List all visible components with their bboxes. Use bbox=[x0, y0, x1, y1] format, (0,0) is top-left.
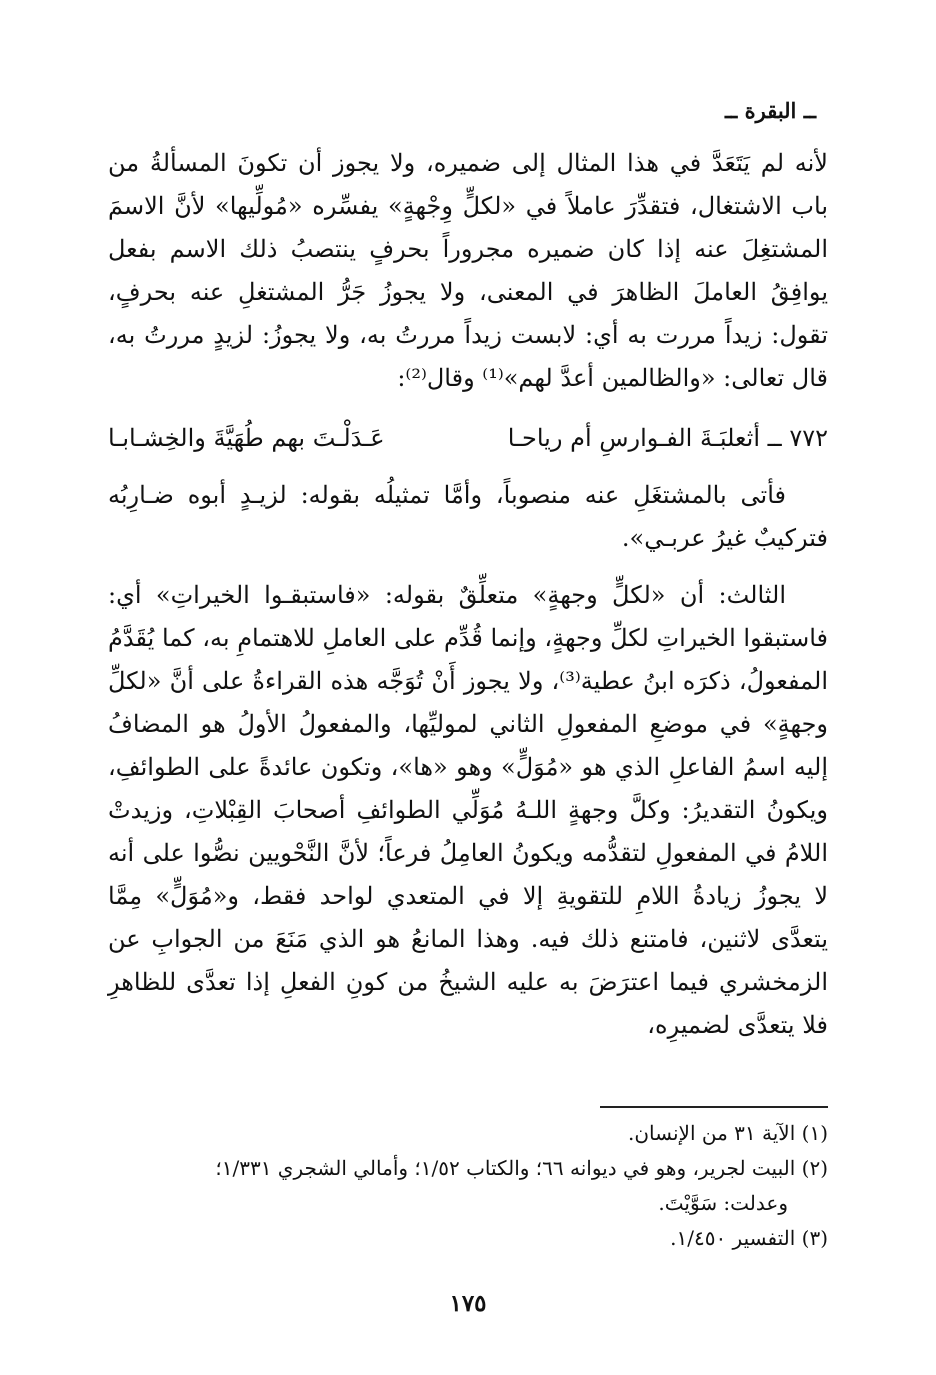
running-header: ــ البقرة ــ bbox=[724, 98, 816, 123]
footnote-2-continuation: وعدلت: سَوَّيْتَ. bbox=[658, 1191, 788, 1215]
footnote-separator bbox=[600, 1106, 828, 1108]
footnotes bbox=[108, 1116, 828, 1256]
paragraph-2: فأتى بالمشتغَلِ عنه منصوباً، وأمَّا تمثيلُه بقوله: لزيـدٍ أبوه ضـارِبُه فتركيبٌ غيرُ عربـي». bbox=[108, 481, 828, 552]
footnote-2: (٢) البيت لجرير، وهو في ديوانه ٦٦؛ والكتاب ١/٥٢؛ وأمالي الشجري ١/٣٣١؛ bbox=[215, 1156, 828, 1180]
page-number: ١٧٥ bbox=[449, 1290, 487, 1317]
verse-first-hemistich bbox=[508, 416, 828, 460]
footnote-3: (٣) التفسير ١/٤٥٠. bbox=[670, 1226, 828, 1250]
paragraph-3: الثالث: أن «لكلٍّ وجهةٍ» متعلِّقٌ بقوله: «فاستبقـوا الخيراتِ» أي: فاستبقوا الخيراتِ لكلِّ وجهةٍ، وإنما قُدِّم على العاملِ للاهتمامِ به، كما يُقَدَّمُ المفعولُ، ذكرَه ابنُ عطية⁽³⁾، ولا يجوز أَنْ تُوَجَّه هذه القراءةُ على أنَّ «لكلِّ وجهةٍ» في موضعِ المفعولِ الثاني لموليِّها، والمفعولُ الأولُ هو المضافُ إليه اسمُ الفاعلِ الذي هو «مُوَلٍّ» وهو «ها»، وتكون عائدةً على الطوائفِ، ويكونُ التقديرُ: وكلَّ وجهةٍ اللـهُ مُوَلِّي الطوائفِ أصحابَ القِبْلاتِ، وزيدتْ اللامُ في المفعولِ لتقدُّمه ويكونُ العامِلُ فرعاً؛ لأنَّ النَّحْويين نصُّوا على أنه لا يجوزُ زيادةُ اللامِ للتقويةِ إلا في المتعدي لواحد فقط، و«مُوَلٍّ» مِمَّا يتعدَّى لاثنين، فامتنع ذلك فيه. وهذا المانعُ هو الذي مَنَعَ من الجوابِ عن الزمخشري فيما اعترَضَ به عليه الشيخُ من كونِ الفعلِ إذا تعدَّى للظاهرِ فلا يتعدَّى لضميرِه، bbox=[108, 581, 828, 1039]
verse-hemistich-1: أثعلبَـةَ الفـوارسِ أم رياحـا bbox=[507, 424, 760, 452]
verse-number: ٧٧٢ ــ bbox=[767, 424, 828, 452]
poetry-verse bbox=[108, 416, 828, 460]
main-text bbox=[108, 142, 828, 1047]
verse-hemistich-2: عَـدَلْـتَ بهم طُهَيَّةَ والخِشـابـا bbox=[108, 424, 385, 452]
paragraph-1: لأنه لم يَتَعَدَّ في هذا المثال إلى ضميره، ولا يجوز أن تكونَ المسألةُ من باب الاشتغال، فتقدِّرَ عاملاً في «لكلٍّ وِجْهةٍ» يفسِّره «مُولِّيها» لأنَّ الاسمَ المشتغِلَ عنه إذا كان ضميره مجروراً بحرفٍ ينتصبُ ذلك الاسم بفعل يوافِقُ العاملَ الظاهرَ في المعنى، ولا يجوزُ جَرُّ المشتغلِ عنه بحرفٍ، تقول: زيداً مررت به أي: لابست زيداً مررتُ به، ولا يجوزُ: لزيدٍ مررتُ به، قال تعالى: «والظالمين أعدَّ لهم»⁽¹⁾ وقال⁽²⁾: bbox=[108, 149, 829, 392]
footnote-1: (١) الآية ٣١ من الإنسان. bbox=[628, 1121, 828, 1145]
